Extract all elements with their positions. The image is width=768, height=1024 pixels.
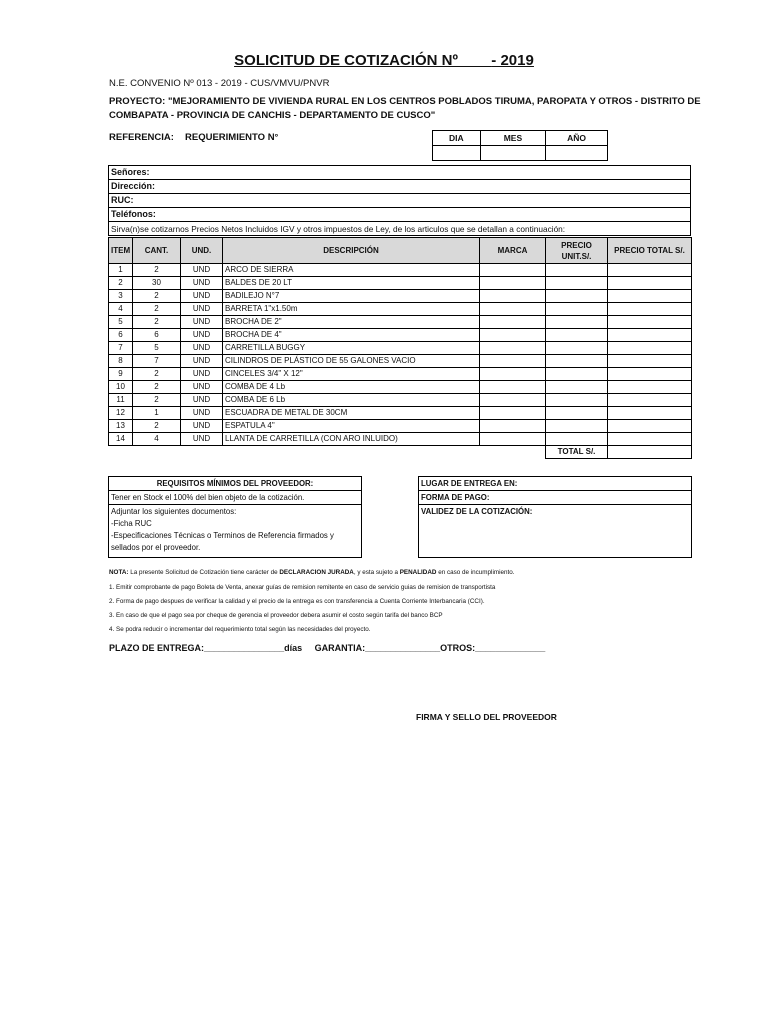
precio-total-field[interactable] [608, 342, 692, 355]
cant-cell: 2 [133, 303, 181, 316]
precio-total-field[interactable] [608, 381, 692, 394]
total-label: TOTAL S/. [546, 446, 608, 459]
item-cell: 9 [109, 368, 133, 381]
precio-total-field[interactable] [608, 329, 692, 342]
cant-cell: 2 [133, 381, 181, 394]
table-row [109, 368, 692, 381]
descripcion-cell: BALDES DE 20 LT [223, 277, 480, 290]
marca-field[interactable] [480, 355, 546, 368]
proyecto-line2: COMBAPATA - PROVINCIA DE CANCHIS - DEPARTAMENTO DE CUSCO" [109, 110, 436, 121]
table-row [109, 329, 692, 342]
und-cell: UND [181, 381, 223, 394]
requisitos-box [108, 476, 362, 558]
cant-cell: 2 [133, 420, 181, 433]
table-row [109, 290, 692, 303]
cant-cell: 5 [133, 342, 181, 355]
marca-field[interactable] [480, 394, 546, 407]
col-und: UND. [181, 238, 223, 264]
precio-unit-field[interactable] [546, 381, 608, 394]
precio-unit-field[interactable] [546, 342, 608, 355]
precio-total-field[interactable] [608, 394, 692, 407]
referencia-value: REQUERIMIENTO N° [185, 132, 279, 143]
precio-unit-field[interactable] [546, 329, 608, 342]
title-year: - 2019 [491, 52, 534, 69]
precio-unit-field[interactable] [546, 394, 608, 407]
table-row [109, 407, 692, 420]
descripcion-cell: ARCO DE SIERRA [223, 264, 480, 277]
item-cell: 14 [109, 433, 133, 446]
telefonos-field[interactable]: Teléfonos: [109, 208, 691, 222]
descripcion-cell: BADILEJO N°7 [223, 290, 480, 303]
marca-field[interactable] [480, 420, 546, 433]
cant-cell: 6 [133, 329, 181, 342]
nota-line [109, 569, 515, 576]
und-cell: UND [181, 342, 223, 355]
marca-field[interactable] [480, 381, 546, 394]
anio-field[interactable] [546, 146, 608, 161]
nota-2: 2. Forma de pago despues de verificar la calidad y el precio de la entrega es con transferencia a Cuenta Corriente Interbancaria (CCI). [109, 598, 485, 605]
descripcion-cell: COMBA DE 6 Lb [223, 394, 480, 407]
lugar-entrega-field[interactable]: LUGAR DE ENTREGA EN: [419, 477, 691, 491]
precio-total-field[interactable] [608, 264, 692, 277]
precio-unit-field[interactable] [546, 316, 608, 329]
precio-total-field[interactable] [608, 407, 692, 420]
nota-3: 3. En caso de que el pago sea por cheque de gerencia el proveedor debera asumir el costo según tarifa del banco BCP [109, 612, 443, 619]
nota-4: 4. Se podra reducir o incrementar del requerimiento total según las necesidades del proyecto. [109, 626, 371, 633]
cant-cell: 2 [133, 290, 181, 303]
precio-total-field[interactable] [608, 277, 692, 290]
direccion-field[interactable]: Dirección: [109, 180, 691, 194]
und-cell: UND [181, 420, 223, 433]
descripcion-cell: CARRETILLA BUGGY [223, 342, 480, 355]
table-row [109, 355, 692, 368]
und-cell: UND [181, 264, 223, 277]
marca-field[interactable] [480, 433, 546, 446]
und-cell: UND [181, 316, 223, 329]
descripcion-cell: CINCELES 3/4" X 12" [223, 368, 480, 381]
marca-field[interactable] [480, 264, 546, 277]
plazo-garantia-line[interactable]: PLAZO DE ENTREGA:________________días GARANTIA:_______________OTROS:______________ [109, 643, 546, 653]
requisitos-line2: Adjuntar los siguientes documentos: [111, 507, 237, 516]
marca-field[interactable] [480, 316, 546, 329]
precio-unit-field[interactable] [546, 277, 608, 290]
marca-field[interactable] [480, 277, 546, 290]
table-row [109, 342, 692, 355]
senores-field[interactable]: Señores: [109, 166, 691, 180]
precio-unit-field[interactable] [546, 355, 608, 368]
supplier-info-table [108, 165, 691, 236]
table-row [109, 420, 692, 433]
precio-total-field[interactable] [608, 316, 692, 329]
forma-pago-field[interactable]: FORMA DE PAGO: [419, 491, 691, 505]
requisitos-line5: sellados por el proveedor. [111, 543, 201, 552]
col-item: ITEM [109, 238, 133, 264]
mes-label: MES [480, 131, 545, 146]
item-cell: 7 [109, 342, 133, 355]
precio-unit-field[interactable] [546, 264, 608, 277]
marca-field[interactable] [480, 290, 546, 303]
und-cell: UND [181, 303, 223, 316]
marca-field[interactable] [480, 342, 546, 355]
marca-field[interactable] [480, 368, 546, 381]
precio-unit-field[interactable] [546, 368, 608, 381]
requisitos-line4: -Especificaciones Técnicas o Terminos de Referencia firmados y [111, 531, 334, 540]
item-cell: 3 [109, 290, 133, 303]
requisitos-line3: -Ficha RUC [111, 519, 152, 528]
item-cell: 11 [109, 394, 133, 407]
dia-field[interactable] [433, 146, 481, 161]
precio-total-field[interactable] [608, 355, 692, 368]
proyecto-line1: PROYECTO: "MEJORAMIENTO DE VIVIENDA RURAL EN LOS CENTROS POBLADOS TIRUMA, PAROPATA Y OTROS - DISTRITO DE [109, 96, 701, 107]
cant-cell: 2 [133, 264, 181, 277]
date-table [432, 130, 608, 161]
und-cell: UND [181, 394, 223, 407]
cant-cell: 1 [133, 407, 181, 420]
validez-field[interactable]: VALIDEZ DE LA COTIZACIÓN: [421, 507, 533, 516]
table-row [109, 277, 692, 290]
item-cell: 12 [109, 407, 133, 420]
item-cell: 2 [109, 277, 133, 290]
und-cell: UND [181, 329, 223, 342]
document-title [0, 52, 768, 69]
col-descripcion: DESCRIPCIÓN [223, 238, 480, 264]
item-cell: 1 [109, 264, 133, 277]
precio-unit-field[interactable] [546, 290, 608, 303]
col-precio-unit: PRECIO UNIT.S/. [546, 238, 608, 264]
table-row [109, 303, 692, 316]
item-cell: 4 [109, 303, 133, 316]
convenio: N.E. CONVENIO Nº 013 - 2019 - CUS/VMVU/PNVR [109, 78, 330, 89]
total-value-field[interactable] [608, 446, 692, 459]
nota-d: PENALIDAD [399, 569, 437, 576]
item-cell: 5 [109, 316, 133, 329]
descripcion-cell: LLANTA DE CARRETILLA (CON ARO INLUIDO) [223, 433, 480, 446]
descripcion-cell: ESPATULA 4" [223, 420, 480, 433]
descripcion-cell: COMBA DE 4 Lb [223, 381, 480, 394]
mes-field[interactable] [480, 146, 545, 161]
descripcion-cell: ESCUADRA DE METAL DE 30CM [223, 407, 480, 420]
und-cell: UND [181, 290, 223, 303]
nota-b: DECLARACION JURADA [279, 569, 354, 576]
nota-1: 1. Emitir comprobante de pago Boleta de Venta, anexar guías de remision remitente en caso de servicio guias de remision de transportista [109, 584, 496, 591]
item-cell: 8 [109, 355, 133, 368]
cant-cell: 2 [133, 368, 181, 381]
precio-total-field[interactable] [608, 420, 692, 433]
intro-text: Sirva(n)se cotizarnos Precios Netos Incluidos IGV y otros impuestos de Ley, de los articulos que se detallan a continuación: [109, 222, 691, 236]
marca-field[interactable] [480, 407, 546, 420]
descripcion-cell: CILINDROS DE PLÁSTICO DE 55 GALONES VACIO [223, 355, 480, 368]
item-cell: 10 [109, 381, 133, 394]
cant-cell: 30 [133, 277, 181, 290]
table-row [109, 433, 692, 446]
cant-cell: 7 [133, 355, 181, 368]
anio-label: AÑO [546, 131, 608, 146]
precio-unit-field[interactable] [546, 303, 608, 316]
precio-unit-field[interactable] [546, 433, 608, 446]
table-row [109, 316, 692, 329]
marca-field[interactable] [480, 329, 546, 342]
descripcion-cell: BARRETA 1"x1.50m [223, 303, 480, 316]
table-row [109, 394, 692, 407]
und-cell: UND [181, 433, 223, 446]
table-row [109, 381, 692, 394]
item-cell: 6 [109, 329, 133, 342]
precio-total-field[interactable] [608, 433, 692, 446]
ruc-field[interactable]: RUC: [109, 194, 691, 208]
precio-total-field[interactable] [608, 303, 692, 316]
descripcion-cell: BROCHA DE 2" [223, 316, 480, 329]
precio-unit-field[interactable] [546, 407, 608, 420]
title-text: SOLICITUD DE COTIZACIÓN Nº [234, 52, 458, 69]
col-precio-total: PRECIO TOTAL S/. [608, 238, 692, 264]
cant-cell: 2 [133, 394, 181, 407]
und-cell: UND [181, 368, 223, 381]
precio-unit-field[interactable] [546, 420, 608, 433]
und-cell: UND [181, 407, 223, 420]
items-table [108, 237, 692, 459]
referencia-label: REFERENCIA: [109, 132, 174, 143]
und-cell: UND [181, 277, 223, 290]
table-row [109, 264, 692, 277]
col-marca: MARCA [480, 238, 546, 264]
item-cell: 13 [109, 420, 133, 433]
nota-e: en caso de incumplimiento. [436, 569, 515, 576]
nota-label: NOTA: [109, 569, 129, 576]
entrega-box [418, 476, 692, 558]
marca-field[interactable] [480, 303, 546, 316]
requisitos-line1: Tener en Stock el 100% del bien objeto de la cotización. [109, 491, 361, 505]
col-cant: CANT. [133, 238, 181, 264]
dia-label: DIA [433, 131, 481, 146]
und-cell: UND [181, 355, 223, 368]
cant-cell: 2 [133, 316, 181, 329]
cant-cell: 4 [133, 433, 181, 446]
precio-total-field[interactable] [608, 290, 692, 303]
nota-c: , y esta sujeto a [353, 569, 400, 576]
precio-total-field[interactable] [608, 368, 692, 381]
nota-a: La presente Solicitud de Cotización tiene carácter de [128, 569, 280, 576]
requisitos-title: REQUISITOS MÍNIMOS DEL PROVEEDOR: [109, 477, 361, 491]
firma-label: FIRMA Y SELLO DEL PROVEEDOR [416, 712, 557, 722]
descripcion-cell: BROCHA DE 4" [223, 329, 480, 342]
